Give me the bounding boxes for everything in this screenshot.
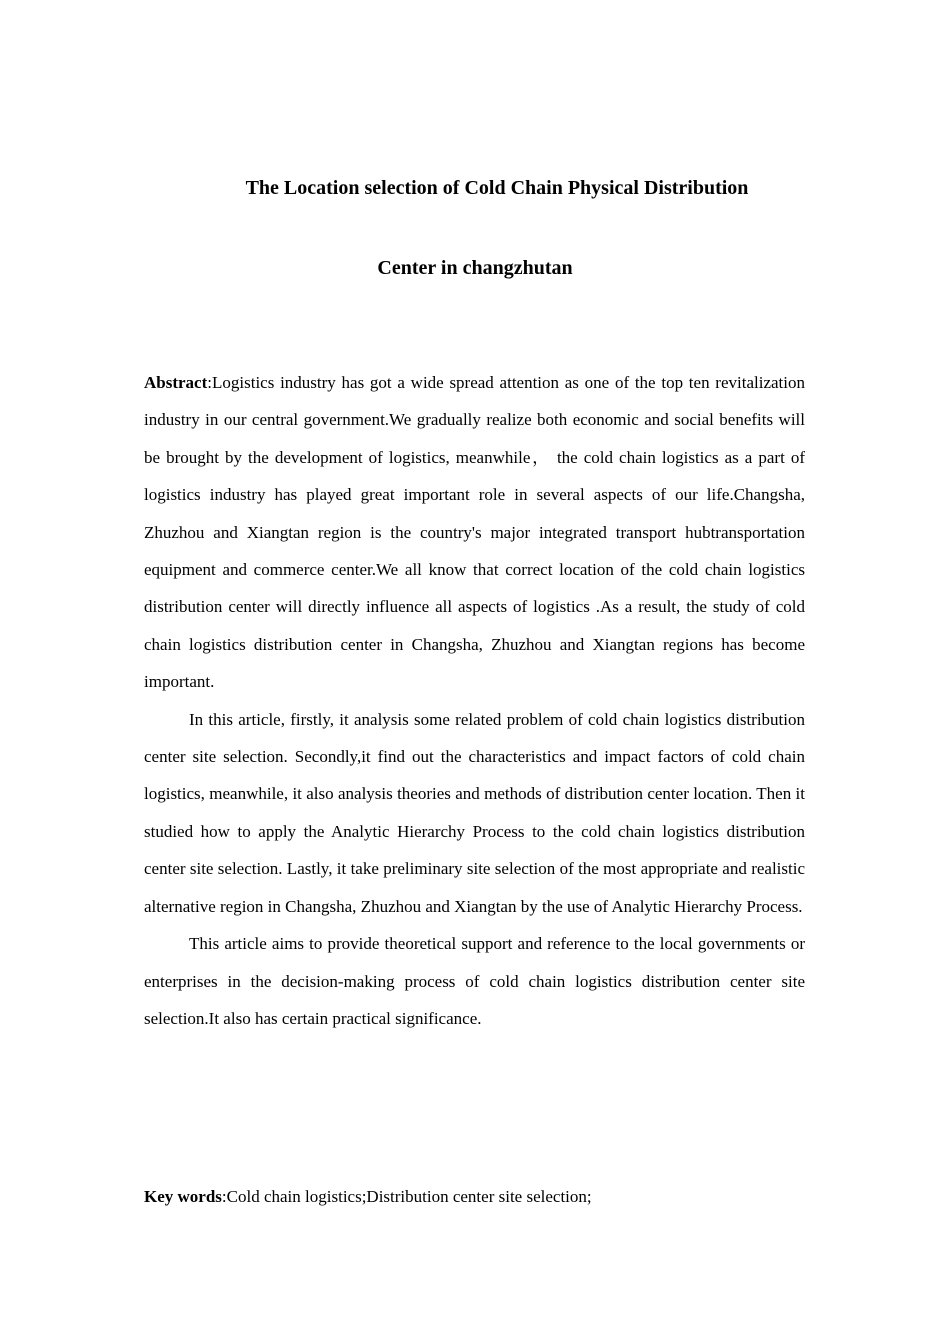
keywords-label: Key words bbox=[144, 1187, 222, 1206]
keywords-separator: : bbox=[221, 1187, 227, 1206]
title-line-2: Center in changzhutan bbox=[377, 257, 573, 279]
keywords-line bbox=[144, 1178, 805, 1215]
title-line-1: The Location selection of Cold Chain Physical Distribution bbox=[245, 177, 749, 199]
abstract-separator: : bbox=[207, 373, 212, 392]
abstract-paragraph-1 bbox=[144, 364, 805, 701]
abstract-label: Abstract bbox=[144, 373, 208, 392]
abstract-paragraph-2: In this article, firstly, it analysis some related problem of cold chain logistics distribution center site selection. Secondly,it find out the characteristics and impact factors of cold chain logistics, meanwhile, it also analysis theories and methods of distribution center location. Then it studied how to apply the Analytic Hierarchy Process to the cold chain logistics distribution center site selection. Lastly, it take preliminary site selection of the most appropriate and realistic alternative region in Changsha, Zhuzhou and Xiangtan by the use of Analytic Hierarchy Process. bbox=[144, 709, 805, 916]
keywords-text: Cold chain logistics;Distribution center site selection; bbox=[226, 1187, 592, 1206]
abstract-text-1: Logistics industry has got a wide spread attention as one of the top ten revitalization industry in our central government.We gradually realize both economic and social benefits will be brought by the development of logistics, meanwhile， the cold chain logistics as a part of logistics industry has played great important role in several aspects of our life.Changsha, Zhuzhou and Xiangtan region is the country's major integrated transport hubtransportation equipment and commerce center.We all know that correct location of the cold chain logistics distribution center will directly influence all aspects of logistics .As a result, the study of cold chain logistics distribution center in Changsha, Zhuzhou and Xiangtan regions has become important. bbox=[144, 373, 805, 692]
abstract-paragraph-3: This article aims to provide theoretical support and reference to the local governments or enterprises in the decision-making process of cold chain logistics distribution center site selection.It also has certain practical significance. bbox=[144, 934, 805, 1028]
abstract-section bbox=[144, 364, 805, 1037]
